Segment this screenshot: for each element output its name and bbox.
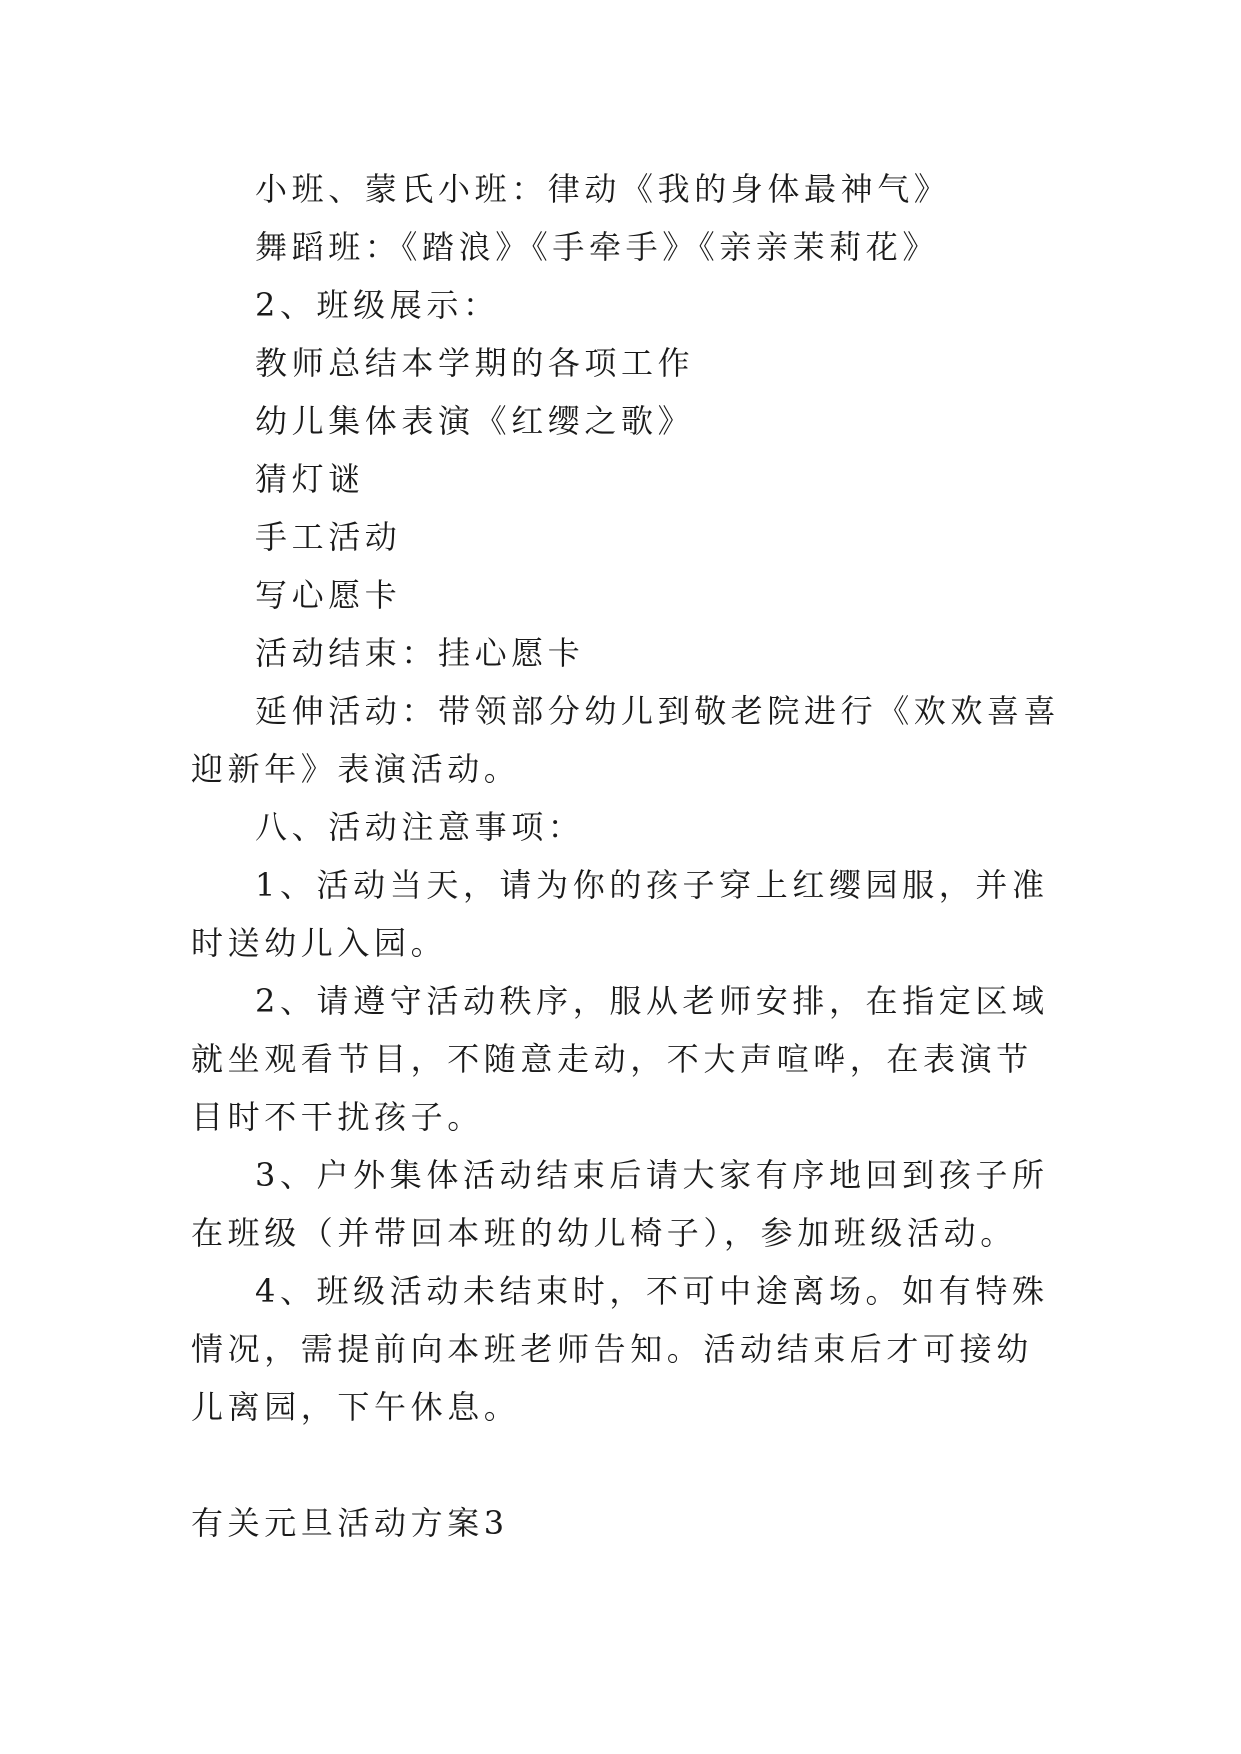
paragraph-12: 1、活动当天，请为你的孩子穿上红缨园服，并准时送幼儿入园。 <box>191 866 1049 962</box>
paragraph-14: 3、户外集体活动结束后请大家有序地回到孩子所在班级（并带回本班的幼儿椅子），参加班级活动。 <box>191 1156 1049 1252</box>
paragraph-9: 活动结束：挂心愿卡 <box>255 634 585 672</box>
section-heading: 有关元旦活动方案3 <box>191 1504 509 1542</box>
section-gap <box>191 1436 1061 1494</box>
paragraph-1: 小班、蒙氏小班：律动《我的身体最神气》 <box>255 170 951 208</box>
paragraph-3: 2、班级展示： <box>255 286 500 324</box>
document-body <box>191 160 1061 1552</box>
paragraph-7: 手工活动 <box>255 518 402 556</box>
paragraph-6: 猜灯谜 <box>255 460 365 498</box>
paragraph-11: 八、活动注意事项： <box>255 808 585 846</box>
paragraph-4: 教师总结本学期的各项工作 <box>255 344 695 382</box>
paragraph-5: 幼儿集体表演《红缨之歌》 <box>255 402 695 440</box>
paragraph-10: 延伸活动：带领部分幼儿到敬老院进行《欢欢喜喜迎新年》表演活动。 <box>191 692 1061 788</box>
paragraph-15: 4、班级活动未结束时，不可中途离场。如有特殊情况，需提前向本班老师告知。活动结束后才可接幼儿离园，下午休息。 <box>191 1272 1049 1426</box>
paragraph-8: 写心愿卡 <box>255 576 402 614</box>
paragraph-13: 2、请遵守活动秩序，服从老师安排，在指定区域就坐观看节目，不随意走动，不大声喧哗，在表演节目时不干扰孩子。 <box>191 982 1049 1136</box>
paragraph-2: 舞蹈班：《踏浪》《手牵手》《亲亲茉莉花》 <box>255 228 940 266</box>
